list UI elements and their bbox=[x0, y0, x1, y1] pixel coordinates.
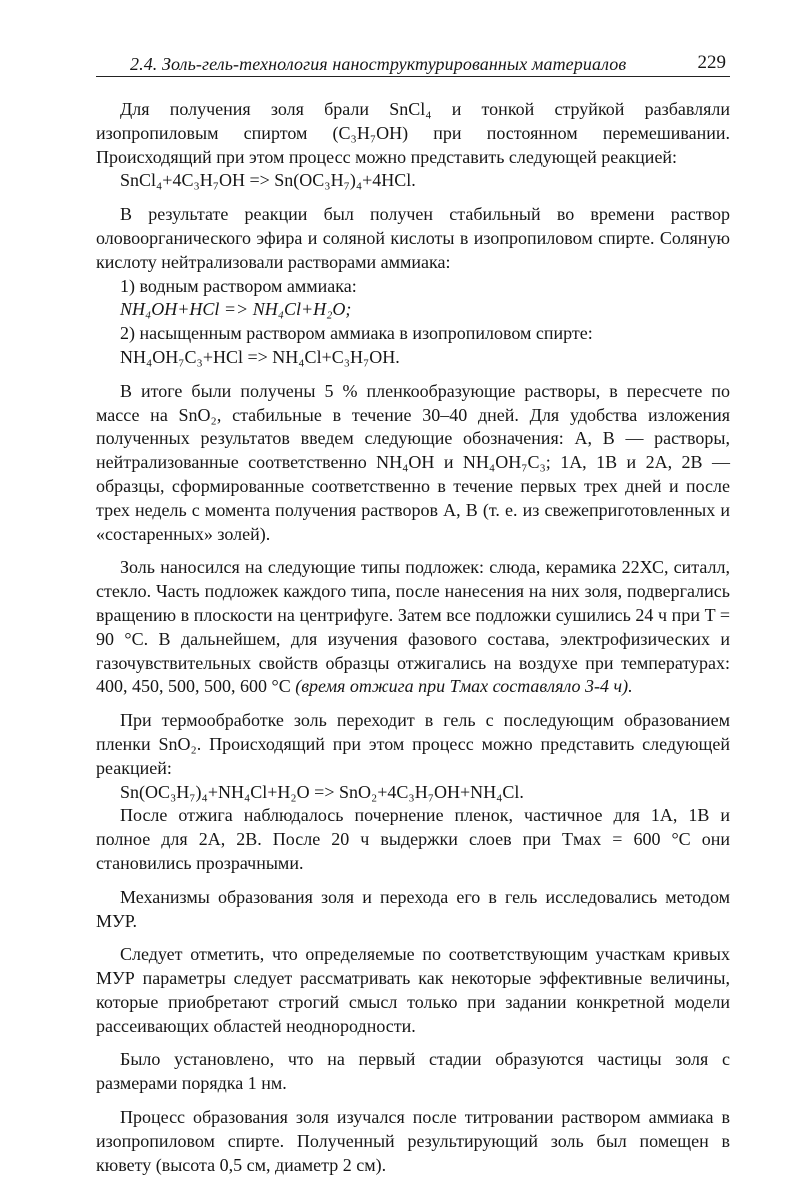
paragraph-7: Механизмы образования золя и перехода его в гель исследовались методом МУР. bbox=[96, 886, 730, 931]
paragraph-9: Было установлено, что на первый стадии образуются частицы золя с размерами порядка 1 нм. bbox=[96, 1049, 730, 1094]
header-title: 2.4. Золь-гель-технология наноструктурированных материалов bbox=[130, 54, 627, 74]
paragraph-4 bbox=[96, 556, 730, 699]
page-number: 229 bbox=[697, 52, 726, 73]
equation-2: NH₄OH+HCl => NH₄Cl+H₂O; bbox=[120, 299, 352, 320]
list-item-1: 1) водным раствором аммиака: bbox=[120, 275, 357, 296]
equation-1: SnCl₄+4C₃H₇OH => Sn(OC₃H₇)₄+4HCl. bbox=[120, 170, 416, 191]
paragraph-2: В результате реакции был получен стабильный во времени раствор оловоорганического эфира и соляной кислоты в изопропиловом спирте. Соляную кислоту нейтрализовали растворами аммиака: bbox=[96, 204, 730, 272]
page-body bbox=[96, 98, 730, 1177]
equation-4: Sn(OC₃H₇)₄+NH₄Cl+H₂O => SnO₂+4C₃H₇OH+NH₄Cl. bbox=[120, 781, 524, 802]
paragraph-8: Следует отметить, что определяемые по соответствующим участкам кривых МУР параметры следует рассматривать как некоторые эффективные величины, которые приобретают строгий смысл только при задании конкретной модели рассеивающих областей неоднородности. bbox=[96, 944, 730, 1036]
list-item-2: 2) насыщенным раствором аммиака в изопропиловом спирте: bbox=[120, 323, 593, 344]
paragraph-6: После отжига наблюдалось почернение пленок, частичное для 1А, 1В и полное для 2А, 2В. После 20 ч выдержки слоев при Tмах = 600 °С они становились прозрачными. bbox=[96, 805, 730, 873]
paragraph-3: В итоге были получены 5 % пленкообразующие растворы, в пересчете по массе на SnO₂, стабильные в течение 30–40 дней. Для удобства изложения полученных результатов введем следующие обозначения: А, В — растворы, нейтрализованные соответственно NH₄OH и NH₄OH₇C₃; 1А, 1В и 2А, 2В — образцы, сформированные соответственно в течение первых трех дней и после трех недель с момента получения растворов А, В (т. е. из свежеприготовленных и «состаренных» золей). bbox=[96, 380, 730, 544]
paragraph-4-italic-note: (время отжига при Tмах составляло 3-4 ч). bbox=[295, 676, 633, 697]
running-header bbox=[96, 48, 730, 77]
paragraph-10: Процесс образования золя изучался после титровании раствором аммиака в изопропиловом спирте. Полученный результирующий золь был помещен в кювету (высота 0,5 см, диаметр 2 см). bbox=[96, 1107, 730, 1175]
paragraph-4-text: Золь наносился на следующие типы подложек: слюда, керамика 22ХС, ситалл, стекло. Часть подложек каждого типа, после нанесения на них золя, подвергались вращению в плоскости на центрифуге. Затем все подложки сушились 24 ч при T = 90 °С. В дальнейшем, для изучения фазового состава, электрофизических и газочувствительных свойств образцы отжигались на воздухе при температурах: 400, 450, 500, 500, 600 °С bbox=[96, 557, 730, 697]
paragraph-5: При термообработке золь переходит в гель с последующим образованием пленки SnO₂. Происходящий при этом процесс можно представить следующей реакцией: bbox=[96, 710, 730, 778]
equation-3: NH₄OH₇C₃+HCl => NH₄Cl+C₃H₇OH. bbox=[120, 346, 400, 367]
paragraph-1: Для получения золя брали SnCl₄ и тонкой струйкой разбавляли изопропиловым спиртом (C₃H₇OH) при постоянном перемешивании. Происходящий при этом процесс можно представить следующей реакцией: bbox=[96, 99, 730, 167]
